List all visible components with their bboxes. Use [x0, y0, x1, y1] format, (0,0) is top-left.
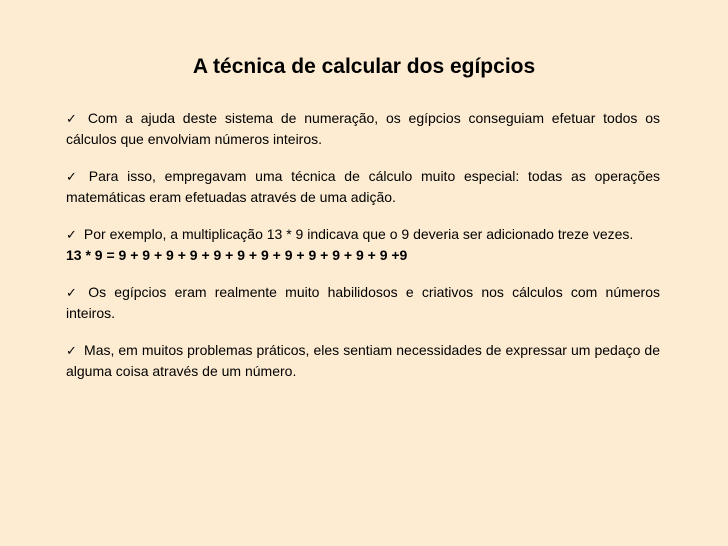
check-icon: ✓ [66, 227, 77, 242]
check-icon: ✓ [66, 285, 77, 300]
check-icon: ✓ [66, 343, 77, 358]
bullet-text: Por exemplo, a multiplicação 13 * 9 indicava que o 9 deveria ser adicionado treze vezes. [83, 226, 634, 242]
bullet-item [66, 224, 660, 245]
bullet-item [66, 282, 660, 323]
bullet-text: Mas, em muitos problemas práticos, eles sentiam necessidades de expressar um pedaço de alguma coisa através de um número. [66, 342, 660, 379]
bullet-item [66, 340, 660, 381]
check-icon: ✓ [66, 111, 77, 126]
slide-title: A técnica de calcular dos egípcios [192, 55, 536, 78]
bullet-text: Para isso, empregavam uma técnica de cálculo muito especial: todas as operações matemáticas eram efetuadas através de uma adição. [66, 168, 661, 205]
bullet-text: Os egípcios eram realmente muito habilidosos e criativos nos cálculos com números inteiros. [66, 284, 661, 321]
bullet-item [66, 166, 660, 207]
bullet-text: Com a ajuda deste sistema de numeração, os egípcios conseguiam efetuar todos os cálculos que envolviam números inteiros. [66, 110, 661, 147]
formula: 13 * 9 = 9 + 9 + 9 + 9 + 9 + 9 + 9 + 9 + 9 + 9 + 9 + 9 +9 [66, 247, 408, 263]
bullet-item [66, 108, 660, 149]
check-icon: ✓ [66, 169, 77, 184]
slide-content [66, 108, 660, 398]
